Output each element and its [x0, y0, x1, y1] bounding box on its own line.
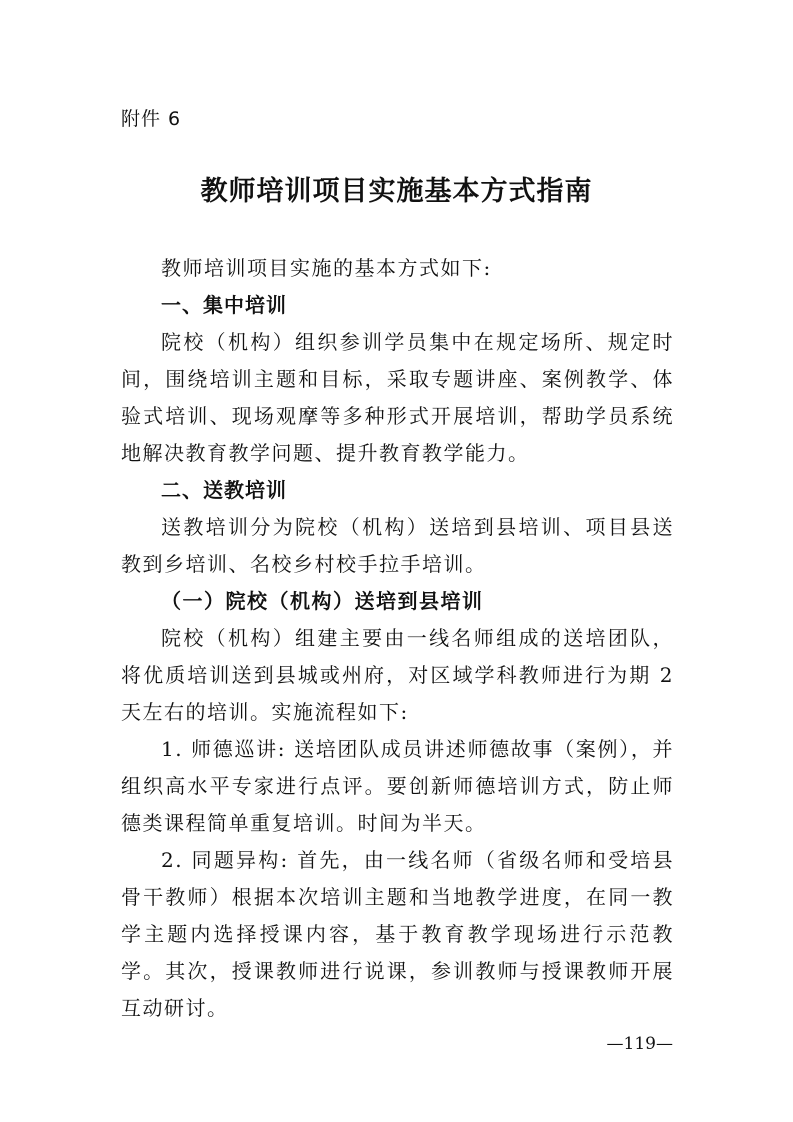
document-body: [121, 250, 674, 1027]
section-heading-outreach-training: 二、送教培训: [161, 478, 287, 502]
intro-paragraph: 教师培训项目实施的基本方式如下:: [161, 256, 492, 280]
subsection-heading-county-training: （一）院校（机构）送培到县培训: [161, 589, 484, 613]
page-number: —119—: [606, 1034, 673, 1054]
attachment-label: 附件 6: [121, 108, 182, 130]
list-item-same-topic-teaching: 2. 同题异构: 首先，由一线名师（省级名师和受培县骨干教师）根据本次培训主题和当地教学进度，在同一教学主题内选择授课内容，基于教育教学现场进行示范教学。其次，授课教师进行说课，参训教师与授课教师开展互动研讨。: [121, 848, 674, 1020]
section-heading-centralized-training: 一、集中培训: [161, 293, 287, 317]
document-title: 教师培训项目实施基本方式指南: [200, 176, 593, 207]
paragraph-outreach-training: 送教培训分为院校（机构）送培到县培训、项目县送教到乡培训、名校乡村校手拉手培训。: [121, 515, 674, 576]
list-item-ethics-lecture: 1. 师德巡讲: 送培团队成员讲述师德故事（案例），并组织高水平专家进行点评。要创新师德培训方式，防止师德类课程简单重复培训。时间为半天。: [121, 737, 674, 835]
paragraph-centralized-training: 院校（机构）组织参训学员集中在规定场所、规定时间，围绕培训主题和目标，采取专题讲座、案例教学、体验式培训、现场观摩等多种形式开展培训，帮助学员系统地解决教育教学问题、提升教育教学能力。: [121, 330, 674, 465]
paragraph-county-training: 院校（机构）组建主要由一线名师组成的送培团队，将优质培训送到县城或州府，对区域学科教师进行为期 2 天左右的培训。实施流程如下:: [121, 626, 674, 724]
